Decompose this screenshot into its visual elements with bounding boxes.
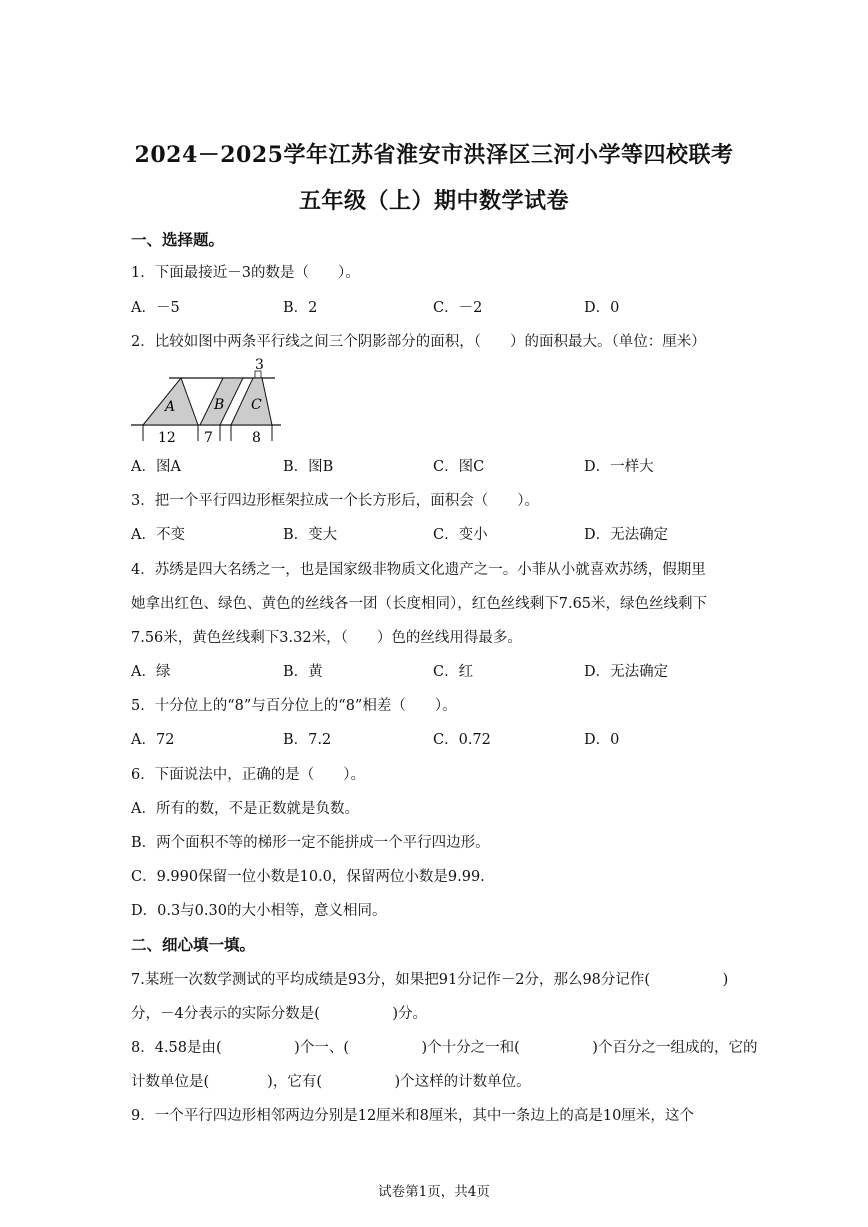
title-line-1: 2024－2025学年江苏省淮安市洪泽区三河小学等四校联考 (134, 142, 734, 168)
option-c: C．红 (433, 664, 474, 680)
question-5-options (131, 728, 751, 748)
shapes-diagram (131, 356, 291, 448)
section-heading-choice: 一、选择题。 (131, 230, 225, 249)
section-heading-fill: 二、细心填一填。 (131, 935, 256, 954)
question-1-options (131, 296, 751, 316)
option-d: D．无法确定 (584, 664, 669, 680)
option-c: C．变小 (433, 527, 488, 543)
option-a: A．绿 (131, 664, 171, 680)
parallel-lines-figure (131, 356, 291, 452)
option-c: C．0.72 (433, 732, 491, 748)
question-4-line-2: 她拿出红色、绿色、黄色的丝线各一团（长度相同），红色丝线剩下7.65米，绿色丝线剩下 (131, 596, 708, 612)
title-line-2: 五年级（上）期中数学试卷 (298, 188, 569, 214)
label-a: A (165, 399, 176, 415)
option-d: D．一样大 (584, 459, 654, 475)
question-6: 6．下面说法中，正确的是（ ）。 (131, 767, 365, 783)
option-a: A．图A (131, 459, 181, 475)
label-8: 8 (252, 430, 261, 446)
question-5: 5．十分位上的“8”与百分位上的“8”相差（ ）。 (131, 698, 457, 714)
option-b: B．7.2 (283, 732, 332, 748)
question-6-option-d: D．0.3与0.30的大小相等，意义相同。 (131, 903, 387, 919)
option-b: B．变大 (283, 527, 338, 543)
option-d: D．无法确定 (584, 527, 669, 543)
option-c: C．图C (433, 459, 485, 475)
option-a: A．72 (131, 732, 175, 748)
option-b: B．2 (283, 300, 318, 316)
option-b: B．黄 (283, 664, 323, 680)
question-1: 1．下面最接近－3的数是（ ）。 (131, 265, 360, 281)
question-7-line-2: 分，－4分表示的实际分数是( )分。 (131, 1006, 428, 1022)
option-a: A．－5 (131, 300, 180, 316)
label-c: C (251, 397, 262, 413)
question-6-option-b: B．两个面积不等的梯形一定不能拼成一个平行四边形。 (131, 835, 490, 851)
question-9-line-1: 9．一个平行四边形相邻两边分别是12厘米和8厘米，其中一条边上的高是10厘米，这个 (131, 1108, 694, 1124)
label-b: B (214, 397, 225, 413)
question-3-options (131, 523, 751, 543)
label-top-3: 3 (255, 357, 264, 373)
question-6-option-a: A．所有的数，不是正数就是负数。 (131, 801, 359, 817)
question-6-option-c: C．9.990保留一位小数是10.0，保留两位小数是9.99. (131, 869, 485, 885)
option-b: B．图B (283, 459, 334, 475)
question-3: 3．把一个平行四边形框架拉成一个长方形后，面积会（ ）。 (131, 493, 539, 509)
question-4-line-3: 7.56米，黄色丝线剩下3.32米，（ ）色的丝线用得最多。 (131, 630, 522, 646)
question-7-line-1: 7.某班一次数学测试的平均成绩是93分，如果把91分记作－2分，那么98分记作( ) (131, 972, 729, 988)
question-2: 2．比较如图中两条平行线之间三个阴影部分的面积，（ ）的面积最大。（单位：厘米） (131, 334, 706, 350)
question-2-options (131, 455, 751, 475)
option-d: D．0 (584, 732, 620, 748)
page-footer: 试卷第1页，共4页 (378, 1184, 490, 1200)
label-7: 7 (204, 430, 213, 446)
question-8-line-2: 计数单位是( )，它有( )个这样的计数单位。 (131, 1074, 531, 1090)
label-12: 12 (158, 430, 176, 446)
question-8-line-1: 8．4.58是由( )个一、( )个十分之一和( )个百分之一组成的，它的 (131, 1040, 758, 1056)
option-c: C．－2 (433, 300, 483, 316)
option-a: A．不变 (131, 527, 185, 543)
question-4-options (131, 660, 751, 680)
option-d: D．0 (584, 300, 620, 316)
question-4-line-1: 4．苏绣是四大名绣之一，也是国家级非物质文化遗产之一。小菲从小就喜欢苏绣，假期里 (131, 562, 706, 578)
